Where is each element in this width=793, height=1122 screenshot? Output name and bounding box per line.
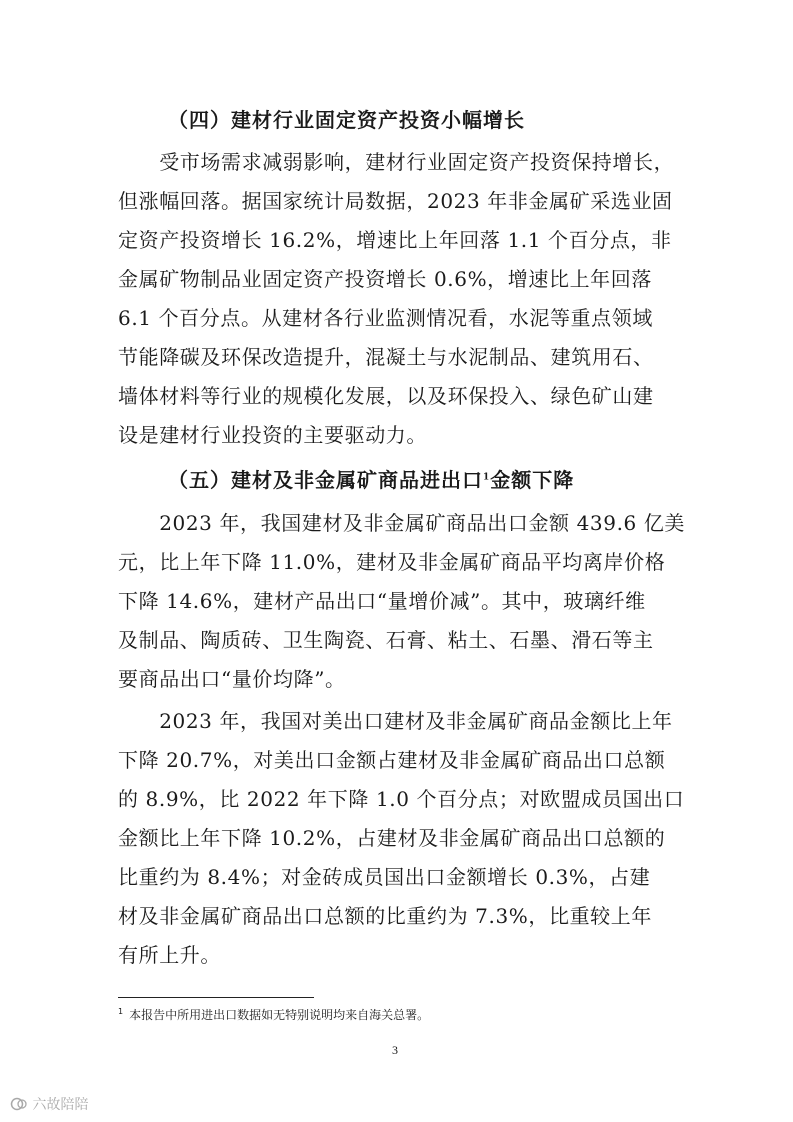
heading-text: 金额下降 bbox=[490, 468, 575, 492]
paragraph-line: 设是建材行业投资的主要驱动力。 bbox=[118, 423, 427, 447]
paragraph-line: 定资产投资增长 16.2%，增速比上年回落 1.1 个百分点，非 bbox=[118, 228, 672, 252]
footnote-text: 本报告中所用进出口数据如无特别说明均来自海关总署。 bbox=[129, 1008, 430, 1022]
footnote-reference: 1 bbox=[483, 472, 491, 483]
heading-text: （五）建材及非金属矿商品进出口 bbox=[168, 468, 483, 492]
page-number: 3 bbox=[392, 1043, 398, 1057]
paragraph-line: 6.1 个百分点。从建材各行业监测情况看，水泥等重点领域 bbox=[118, 306, 653, 330]
paragraph-line: 金属矿物制品业固定资产投资增长 0.6%，增速比上年回落 bbox=[118, 267, 652, 291]
section-heading-4: （四）建材行业固定资产投资小幅增长 bbox=[168, 108, 525, 132]
paragraph-line: 节能降碳及环保改造提升，混凝土与水泥制品、建筑用石、 bbox=[118, 345, 654, 369]
footnote-divider bbox=[118, 997, 314, 998]
section-heading-5 bbox=[168, 464, 574, 493]
paragraph-line: 及制品、陶质砖、卫生陶瓷、石膏、粘土、石墨、滑石等主 bbox=[118, 628, 654, 652]
paragraph-line: 受市场需求减弱影响，建材行业固定资产投资保持增长， bbox=[118, 150, 675, 174]
paragraph-line: 元，比上年下降 11.0%，建材及非金属矿商品平均离岸价格 bbox=[118, 550, 666, 574]
paragraph-line: 下降 20.7%，对美出口金额占建材及非金属矿商品出口总额 bbox=[118, 748, 666, 772]
paragraph-line: 墙体材料等行业的规模化发展，以及环保投入、绿色矿山建 bbox=[118, 384, 654, 408]
watermark-text: 六故陪陪 bbox=[32, 1097, 89, 1113]
watermark-logo-icon bbox=[10, 1097, 28, 1111]
paragraph-line: 要商品出口“量价均降”。 bbox=[118, 667, 346, 691]
paragraph-line: 比重约为 8.4%；对金砖成员国出口金额增长 0.3%，占建 bbox=[118, 865, 651, 889]
footnote bbox=[118, 1006, 429, 1023]
paragraph-line: 有所上升。 bbox=[118, 943, 221, 967]
paragraph-line: 的 8.9%，比 2022 年下降 1.0 个百分点；对欧盟成员国出口 bbox=[118, 787, 685, 811]
paragraph-line: 金额比上年下降 10.2%，占建材及非金属矿商品出口总额的 bbox=[118, 826, 666, 850]
footnote-mark: 1 bbox=[118, 1007, 124, 1016]
watermark bbox=[10, 1094, 88, 1114]
paragraph-line: 下降 14.6%，建材产品出口“量增价减”。其中，玻璃纤维 bbox=[118, 589, 646, 613]
paragraph-line: 但涨幅回落。据国家统计局数据，2023 年非金属矿采选业固 bbox=[118, 189, 673, 213]
paragraph-line: 2023 年，我国建材及非金属矿商品出口金额 439.6 亿美 bbox=[118, 511, 686, 535]
paragraph-line: 材及非金属矿商品出口总额的比重约为 7.3%，比重较上年 bbox=[118, 904, 652, 928]
paragraph-line: 2023 年，我国对美出口建材及非金属矿商品金额比上年 bbox=[118, 709, 673, 733]
